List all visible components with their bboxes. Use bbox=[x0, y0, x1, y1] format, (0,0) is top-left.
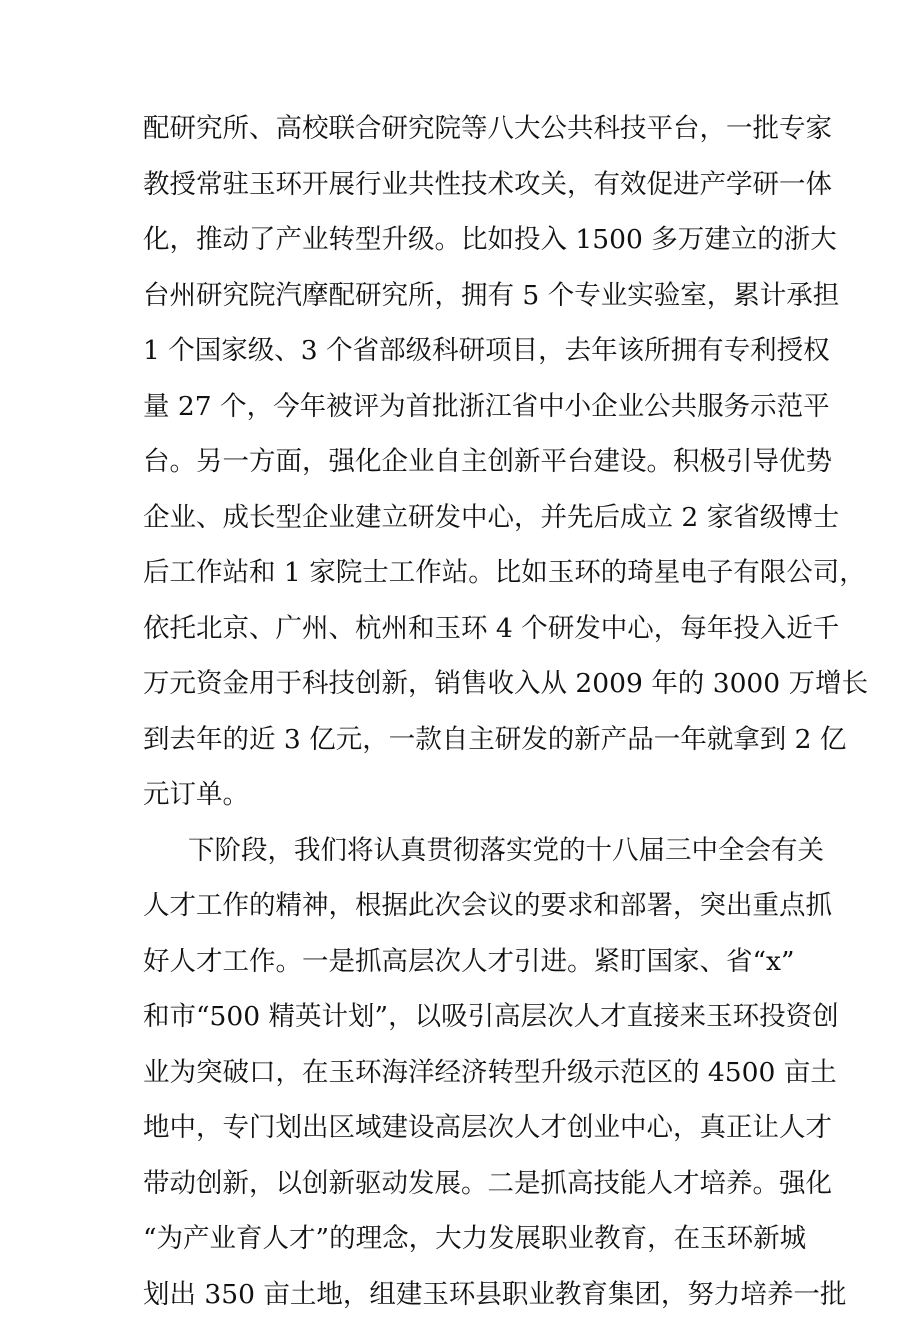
text-line: 依托北京、广州、杭州和玉环 4 个研发中心，每年投入近千 bbox=[143, 601, 783, 657]
text-line: 配研究所、高校联合研究院等八大公共科技平台，一批专家 bbox=[143, 101, 783, 157]
text-line: 化，推动了产业转型升级。比如投入 1500 多万建立的浙大 bbox=[143, 212, 783, 268]
text-line: 业为突破口，在玉环海洋经济转型升级示范区的 4500 亩土 bbox=[143, 1045, 783, 1101]
text-line: 地中，专门划出区域建设高层次人才创业中心，真正让人才 bbox=[143, 1100, 783, 1156]
text-line: 带动创新，以创新驱动发展。二是抓高技能人才培养。强化 bbox=[143, 1156, 783, 1212]
paragraph-2 bbox=[143, 823, 783, 1322]
text-line: 后工作站和 1 家院士工作站。比如玉环的琦星电子有限公司， bbox=[143, 545, 783, 601]
text-line: 到去年的近 3 亿元，一款自主研发的新产品一年就拿到 2 亿 bbox=[143, 712, 783, 768]
text-line: 万元资金用于科技创新，销售收入从 2009 年的 3000 万增长 bbox=[143, 656, 783, 712]
paragraph-1 bbox=[143, 101, 783, 823]
text-line: 台。另一方面，强化企业自主创新平台建设。积极引导优势 bbox=[143, 434, 783, 490]
document-body bbox=[143, 101, 783, 1322]
text-line: 台州研究院汽摩配研究所，拥有 5 个专业实验室，累计承担 bbox=[143, 268, 783, 324]
text-line: 好人才工作。一是抓高层次人才引进。紧盯国家、省“x” bbox=[143, 934, 783, 990]
text-line: 人才工作的精神，根据此次会议的要求和部署，突出重点抓 bbox=[143, 878, 783, 934]
text-line: “为产业育人才”的理念，大力发展职业教育，在玉环新城 bbox=[143, 1211, 783, 1267]
text-line-indented: 下阶段，我们将认真贯彻落实党的十八届三中全会有关 bbox=[143, 823, 783, 879]
text-line: 量 27 个，今年被评为首批浙江省中小企业公共服务示范平 bbox=[143, 379, 783, 435]
text-line: 企业、成长型企业建立研发中心，并先后成立 2 家省级博士 bbox=[143, 490, 783, 546]
text-line: 教授常驻玉环开展行业共性技术攻关，有效促进产学研一体 bbox=[143, 157, 783, 213]
text-line: 元订单。 bbox=[143, 767, 783, 823]
text-line: 划出 350 亩土地，组建玉环县职业教育集团，努力培养一批 bbox=[143, 1267, 783, 1322]
text-line: 和市“500 精英计划”，以吸引高层次人才直接来玉环投资创 bbox=[143, 989, 783, 1045]
text-line: 1 个国家级、3 个省部级科研项目，去年该所拥有专利授权 bbox=[143, 323, 783, 379]
